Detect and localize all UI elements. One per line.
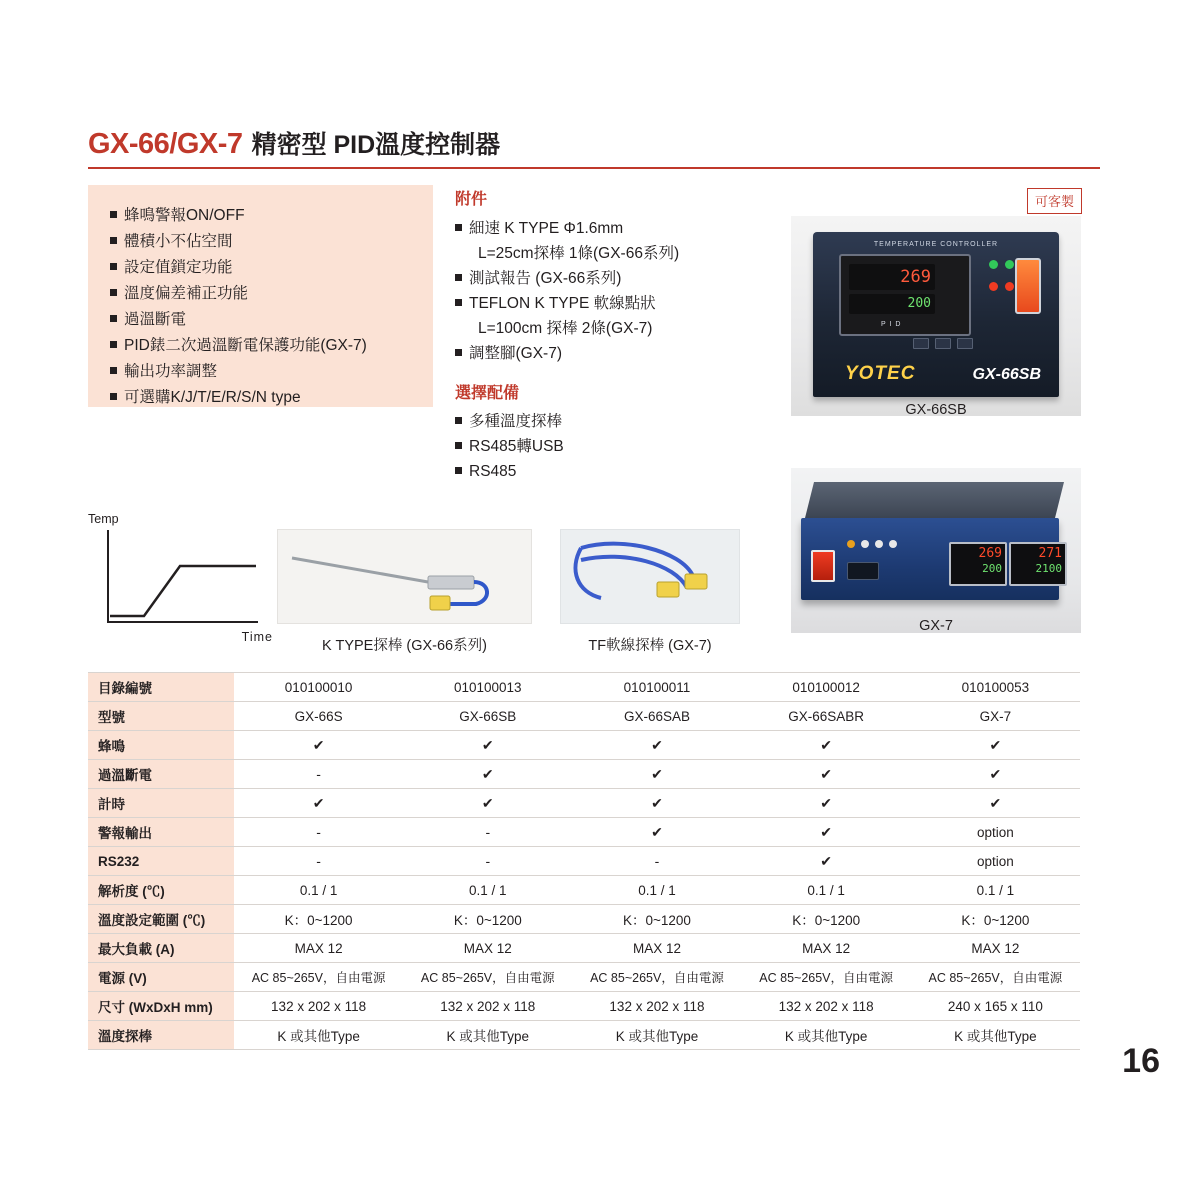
table-cell: 0.1 / 1 — [572, 876, 741, 905]
table-cell: K：0~1200 — [403, 905, 572, 934]
table-cell: - — [234, 760, 403, 789]
indicator-led-icon — [847, 540, 855, 548]
bullet-icon — [455, 442, 462, 449]
brand-logo: YOTEC — [845, 363, 916, 384]
red-led-icon — [1005, 282, 1014, 291]
row-header: 警報輸出 — [88, 818, 234, 847]
table-cell: 240 x 165 x 110 — [911, 992, 1080, 1021]
feature-item — [110, 385, 433, 411]
controller-button-row[interactable] — [913, 338, 973, 349]
optional-label: RS485 — [469, 463, 517, 480]
table-cell: AC 85~265V，自由電源 — [234, 963, 403, 992]
table-cell: GX-7 — [911, 702, 1080, 731]
table-cell: AC 85~265V，自由電源 — [742, 963, 911, 992]
gx7-sv-1: 200 — [982, 562, 1002, 575]
features-panel — [88, 185, 433, 407]
row-header: 目錄編號 — [88, 673, 234, 702]
optional-label: 多種溫度探棒 — [469, 413, 563, 430]
table-row — [88, 1021, 1080, 1050]
table-cell: option — [911, 818, 1080, 847]
table-cell: GX-66SB — [403, 702, 572, 731]
table-cell: GX-66SAB — [572, 702, 741, 731]
table-cell: ✔ — [572, 731, 741, 760]
row-header: 尺寸 (WxDxH mm) — [88, 992, 234, 1021]
controller-sv-display: 200 — [849, 294, 935, 314]
row-header: 型號 — [88, 702, 234, 731]
table-cell: - — [234, 847, 403, 876]
table-cell: ✔ — [742, 818, 911, 847]
feature-label: 可選購K/J/T/E/R/S/N type — [124, 389, 301, 406]
table-cell: 132 x 202 x 118 — [403, 992, 572, 1021]
accessories-panel — [455, 186, 785, 484]
row-header: 過溫斷電 — [88, 760, 234, 789]
table-cell: ✔ — [572, 760, 741, 789]
row-header: RS232 — [88, 847, 234, 876]
table-cell: 132 x 202 x 118 — [234, 992, 403, 1021]
feature-label: 蜂鳴警報ON/OFF — [124, 207, 245, 224]
accessory-item — [455, 341, 785, 366]
model-label-on-device: GX-66SB — [972, 366, 1041, 383]
bullet-icon — [110, 341, 117, 348]
customizable-badge: 可客製 — [1027, 188, 1082, 214]
feature-label: 過溫斷電 — [124, 311, 187, 328]
accessory-item — [455, 266, 785, 291]
controller-top-label: TEMPERATURE CONTROLLER — [873, 241, 999, 248]
table-cell: 010100012 — [742, 673, 911, 702]
power-switch-icon[interactable] — [811, 550, 835, 582]
title-model: GX-66/GX-7 — [88, 128, 243, 160]
table-cell: - — [403, 818, 572, 847]
probe-caption-ktype: K TYPE探棒 (GX-66系列) — [322, 638, 487, 654]
row-header: 蜂鳴 — [88, 731, 234, 760]
controller-display-panel — [839, 254, 971, 336]
row-header: 最大負載 (A) — [88, 934, 234, 963]
row-header: 溫度設定範圍 (℃) — [88, 905, 234, 934]
table-cell: K 或其他Type — [234, 1021, 403, 1050]
controller-pid-label: P I D — [881, 321, 902, 328]
table-cell: ✔ — [403, 789, 572, 818]
table-cell: ✔ — [911, 789, 1080, 818]
table-row — [88, 847, 1080, 876]
panel-button[interactable] — [935, 338, 951, 349]
green-led-icon — [1005, 260, 1014, 269]
table-cell: 010100053 — [911, 673, 1080, 702]
table-cell: GX-66S — [234, 702, 403, 731]
table-cell: 010100011 — [572, 673, 741, 702]
bullet-icon — [110, 315, 117, 322]
table-cell: MAX 12 — [403, 934, 572, 963]
accessory-sublabel: L=25cm探棒 1條(GX-66系列) — [478, 245, 680, 262]
feature-item — [110, 281, 433, 307]
product-photo-gx66sb — [791, 216, 1081, 416]
feature-label: 體積小不佔空間 — [124, 233, 233, 250]
red-led-icon — [989, 282, 998, 291]
bullet-icon — [110, 237, 117, 244]
table-cell: K：0~1200 — [234, 905, 403, 934]
table-cell: 010100010 — [234, 673, 403, 702]
table-cell: ✔ — [911, 731, 1080, 760]
accessory-item — [455, 216, 785, 241]
feature-label: 輸出功率調整 — [124, 363, 218, 380]
feature-item — [110, 229, 433, 255]
gx7-display-channel-1 — [949, 542, 1007, 586]
table-row — [88, 876, 1080, 905]
table-cell: MAX 12 — [911, 934, 1080, 963]
graph-svg — [88, 512, 273, 642]
controller-pv-display: 269 — [849, 264, 935, 290]
table-cell: - — [403, 847, 572, 876]
green-led-icon — [989, 260, 998, 269]
controller-body — [813, 232, 1059, 397]
table-cell: ✔ — [403, 760, 572, 789]
probe-illustration — [561, 530, 739, 623]
accessory-sublabel: L=100cm 探棒 2條(GX-7) — [478, 320, 653, 337]
optional-item — [455, 459, 785, 484]
device-top-surface — [804, 482, 1064, 522]
panel-button[interactable] — [913, 338, 929, 349]
table-cell: 0.1 / 1 — [403, 876, 572, 905]
table-cell: ✔ — [742, 731, 911, 760]
accessory-label: TEFLON K TYPE 軟線點狀 — [469, 295, 656, 312]
bullet-icon — [110, 211, 117, 218]
bullet-icon — [110, 367, 117, 374]
table-cell: MAX 12 — [572, 934, 741, 963]
table-cell: K 或其他Type — [742, 1021, 911, 1050]
page-title — [88, 125, 1100, 161]
feature-label: PID錶二次過溫斷電保護功能(GX-7) — [124, 337, 367, 354]
table-row — [88, 992, 1080, 1021]
table-cell: 0.1 / 1 — [911, 876, 1080, 905]
row-header: 溫度探棒 — [88, 1021, 234, 1050]
table-cell: ✔ — [911, 760, 1080, 789]
feature-label: 設定值鎖定功能 — [124, 259, 233, 276]
device-front-panel — [801, 518, 1062, 600]
table-cell: 010100013 — [403, 673, 572, 702]
indicator-led-icon — [889, 540, 897, 548]
feature-item — [110, 203, 433, 229]
table-row — [88, 963, 1080, 992]
table-cell: 132 x 202 x 118 — [742, 992, 911, 1021]
probe-caption-tf: TF軟線探棒 (GX-7) — [588, 638, 712, 654]
page-header — [88, 125, 1100, 169]
table-cell: 0.1 / 1 — [234, 876, 403, 905]
gx7-pv-1: 269 — [978, 546, 1002, 561]
optional-heading: 選擇配備 — [455, 385, 520, 402]
table-cell: K 或其他Type — [572, 1021, 741, 1050]
table-row — [88, 760, 1080, 789]
bullet-icon — [455, 349, 462, 356]
bullet-icon — [110, 289, 117, 296]
title-divider — [88, 167, 1100, 169]
product-photo-gx7 — [791, 468, 1081, 633]
table-row — [88, 934, 1080, 963]
table-cell: AC 85~265V，自由電源 — [572, 963, 741, 992]
probe-photo-ktype — [277, 529, 532, 654]
feature-item — [110, 333, 433, 359]
accessory-item — [455, 291, 785, 316]
table-cell: - — [234, 818, 403, 847]
feature-item — [110, 359, 433, 385]
table-cell: option — [911, 847, 1080, 876]
bullet-icon — [110, 393, 117, 400]
table-cell: 132 x 202 x 118 — [572, 992, 741, 1021]
feature-label: 溫度偏差補正功能 — [124, 285, 249, 302]
bullet-icon — [455, 299, 462, 306]
row-header: 計時 — [88, 789, 234, 818]
gx7-sv-2: 2100 — [1035, 562, 1062, 575]
bullet-icon — [455, 467, 462, 474]
table-cell: ✔ — [742, 789, 911, 818]
row-header: 電源 (V) — [88, 963, 234, 992]
table-row — [88, 731, 1080, 760]
indicator-led-icon — [875, 540, 883, 548]
table-cell: 0.1 / 1 — [742, 876, 911, 905]
table-row — [88, 818, 1080, 847]
table-cell: ✔ — [572, 789, 741, 818]
table-cell: - — [572, 847, 741, 876]
table-cell: GX-66SABR — [742, 702, 911, 731]
bullet-icon — [455, 417, 462, 424]
temp-time-graph — [88, 512, 273, 642]
graph-x-axis-label: Time — [241, 630, 273, 644]
table-cell: ✔ — [742, 847, 911, 876]
row-header: 解析度 (℃) — [88, 876, 234, 905]
table-cell: K：0~1200 — [911, 905, 1080, 934]
table-cell: K：0~1200 — [572, 905, 741, 934]
table-cell: MAX 12 — [742, 934, 911, 963]
table-cell: K：0~1200 — [742, 905, 911, 934]
features-list — [88, 185, 433, 411]
photo-caption-gx66sb: GX-66SB — [905, 402, 967, 418]
table-cell: AC 85~265V，自由電源 — [403, 963, 572, 992]
photo-caption-gx7: GX-7 — [919, 618, 953, 634]
table-cell: ✔ — [572, 818, 741, 847]
panel-button[interactable] — [957, 338, 973, 349]
gx7-small-panel — [847, 562, 879, 580]
specification-table — [88, 672, 1080, 1050]
feature-item — [110, 255, 433, 281]
accessories-heading: 附件 — [455, 191, 488, 208]
graph-y-axis-label: Temp — [88, 512, 119, 526]
table-cell: ✔ — [403, 731, 572, 760]
optional-item — [455, 434, 785, 459]
probe-illustration — [278, 530, 531, 623]
title-description: 精密型 PID溫度控制器 — [251, 131, 501, 159]
gx7-display-channel-2 — [1009, 542, 1067, 586]
probe-photo-tf — [560, 529, 740, 654]
bullet-icon — [455, 274, 462, 281]
accessory-label: 細速 K TYPE Φ1.6mm — [469, 220, 624, 237]
bullet-icon — [110, 263, 117, 270]
feature-item — [110, 307, 433, 333]
table-cell: MAX 12 — [234, 934, 403, 963]
power-switch-icon[interactable] — [1015, 258, 1041, 314]
accessory-label: 調整腳(GX-7) — [469, 345, 563, 362]
table-row — [88, 905, 1080, 934]
table-cell: ✔ — [234, 789, 403, 818]
indicator-led-icon — [861, 540, 869, 548]
table-row — [88, 702, 1080, 731]
page-number: 16 — [1122, 1042, 1160, 1080]
accessory-label: 測試報告 (GX-66系列) — [469, 270, 622, 287]
table-cell: ✔ — [234, 731, 403, 760]
table-cell: K 或其他Type — [403, 1021, 572, 1050]
gx7-pv-2: 271 — [1038, 546, 1062, 561]
table-cell: ✔ — [742, 760, 911, 789]
table-row — [88, 673, 1080, 702]
table-cell: AC 85~265V，自由電源 — [911, 963, 1080, 992]
bullet-icon — [455, 224, 462, 231]
table-cell: K 或其他Type — [911, 1021, 1080, 1050]
optional-item — [455, 409, 785, 434]
table-row — [88, 789, 1080, 818]
optional-label: RS485轉USB — [469, 438, 564, 455]
